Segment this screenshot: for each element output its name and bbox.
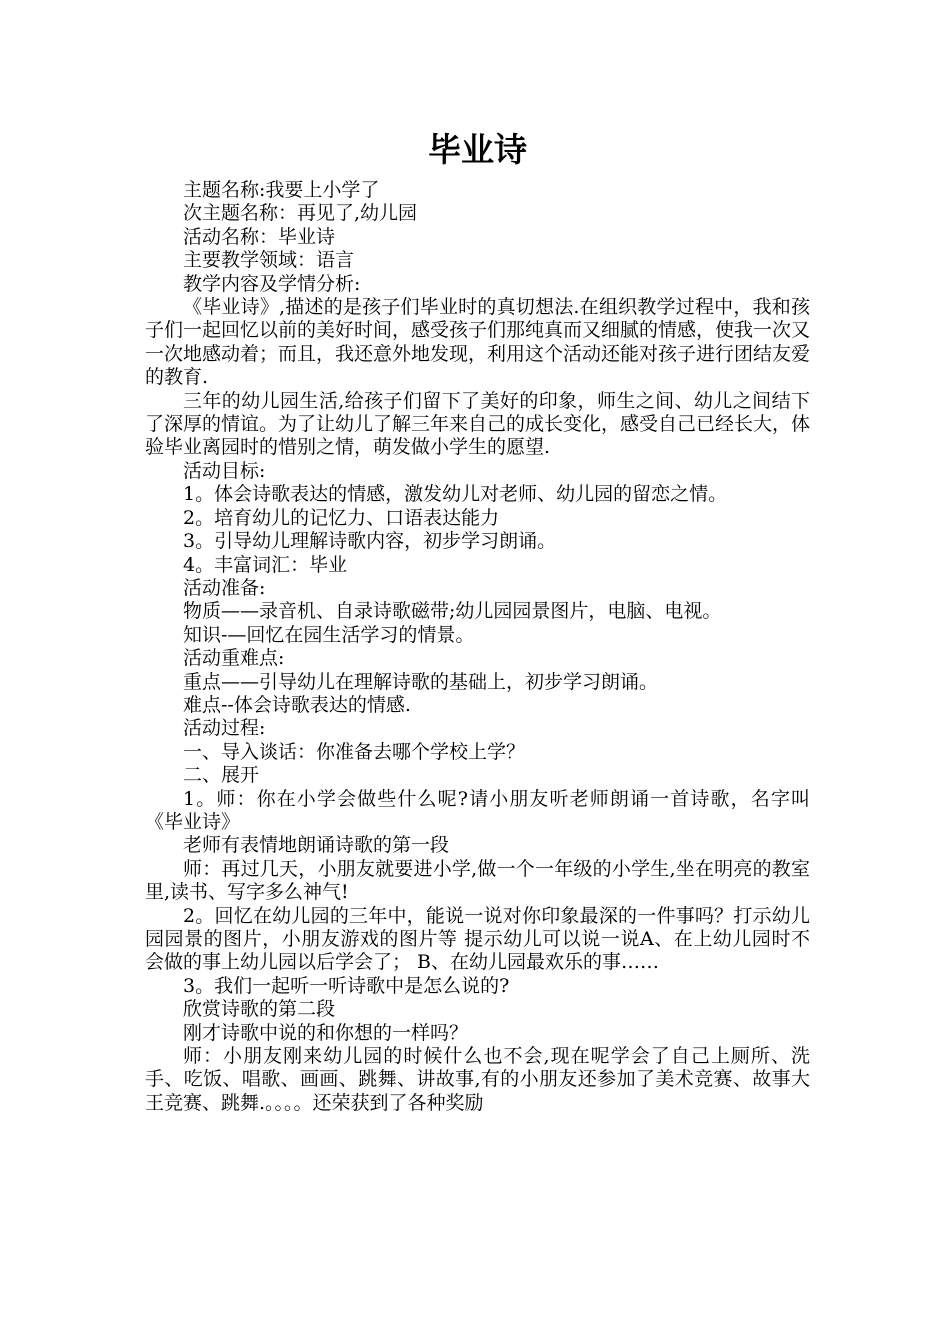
paragraph-content-analysis-1: 《毕业诗》,描述的是孩子们毕业时的真切想法.在组织教学过程中，我和孩子们一起回忆以前的美好时间，感受孩子们那纯真而又细腻的情感，使我一次又一次地感动着；而且，我还意外地发现，利用这个活动还能对孩子进行团结友爱的教育. [145, 296, 811, 389]
paragraph-goal-2: 2。培育幼儿的记忆力、口语表达能力 [183, 506, 500, 529]
paragraph-goals-heading: 活动目标: [183, 459, 266, 482]
document-body [145, 128, 810, 1115]
paragraph-goal-4: 4。丰富词汇：毕业 [183, 553, 348, 576]
paragraph-process-2-2: 2。回忆在幼儿园的三年中，能说一说对你印象最深的一件事吗？打示幼儿园园景的图片，小朋友游戏的图片等 提示幼儿可以说一说A、在上幼儿园时不会做的事上幼儿园以后学会了； B、在幼儿园最欢乐的事…… [145, 904, 810, 974]
paragraph-theme-name: 主题名称:我要上小学了 [183, 179, 380, 201]
paragraph-key-point: 重点——引导幼儿在理解诗歌的基础上，初步学习朗诵。 [183, 670, 659, 693]
paragraph-process-2-1: 1。师：你在小学会做些什么呢?请小朋友听老师朗诵一首诗歌，名字叫《毕业诗》 [145, 787, 810, 833]
paragraph-content-analysis-heading: 教学内容及学情分析: [183, 272, 361, 295]
paragraph-process-step-2: 二、展开 [183, 764, 260, 787]
paragraph-sub-theme-name: 次主题名称：再见了,幼儿园 [183, 202, 418, 225]
paragraph-teaching-domain: 主要教学领域：语言 [183, 249, 355, 272]
paragraph-question: 刚才诗歌中说的和你想的一样吗？ [183, 1021, 469, 1044]
paragraph-process-2-3: 3。我们一起听一听诗歌中是怎么说的? [183, 974, 510, 997]
document-title: 毕业诗 [428, 130, 527, 169]
paragraph-recite-first-stanza: 老师有表情地朗诵诗歌的第一段 [183, 834, 450, 857]
paragraph-activity-name: 活动名称：毕业诗 [183, 225, 336, 248]
paragraph-appreciate-second-stanza: 欣赏诗歌的第二段 [183, 998, 336, 1021]
paragraph-process-step-1: 一、导入谈话：你准备去哪个学校上学？ [183, 740, 526, 763]
paragraph-process-heading: 活动过程: [183, 717, 266, 740]
paragraph-content-analysis-2: 三年的幼儿园生活,给孩子们留下了美好的印象，师生之间、幼儿之间结下了深厚的情谊。为了让幼儿了解三年来自己的成长变化，感受自己已经长大，体验毕业离园时的惜别之情，萌发做小学生的愿望. [145, 389, 811, 459]
paragraph-preparation-material: 物质——录音机、自录诗歌磁带;幼儿园园景图片，电脑、电视。 [183, 600, 722, 623]
paragraph-goal-1: 1。体会诗歌表达的情感，激发幼儿对老师、幼儿园的留恋之情。 [183, 483, 728, 506]
paragraph-goal-3: 3。引导幼儿理解诗歌内容，初步学习朗诵。 [183, 530, 557, 553]
paragraph-teacher-remark-2: 师：小朋友刚来幼儿园的时候什么也不会,现在呢学会了自己上厕所、洗手、吃饭、唱歌、画画、跳舞、讲故事,有的小朋友还参加了美术竞赛、故事大王竞赛、跳舞.。。。。还荣获到了各种奖励 [145, 1045, 810, 1114]
paragraph-teacher-remark-1: 师：再过几天，小朋友就要进小学,做一个一年级的小学生,坐在明亮的教室里,读书、写字多么神气! [145, 857, 810, 904]
paragraph-key-points-heading: 活动重难点: [183, 647, 285, 670]
paragraph-preparation-knowledge: 知识-—回忆在园生活学习的情景。 [183, 623, 475, 646]
paragraph-preparation-heading: 活动准备: [183, 576, 266, 599]
paragraph-difficult-point: 难点--体会诗歌表达的情感. [183, 693, 411, 716]
